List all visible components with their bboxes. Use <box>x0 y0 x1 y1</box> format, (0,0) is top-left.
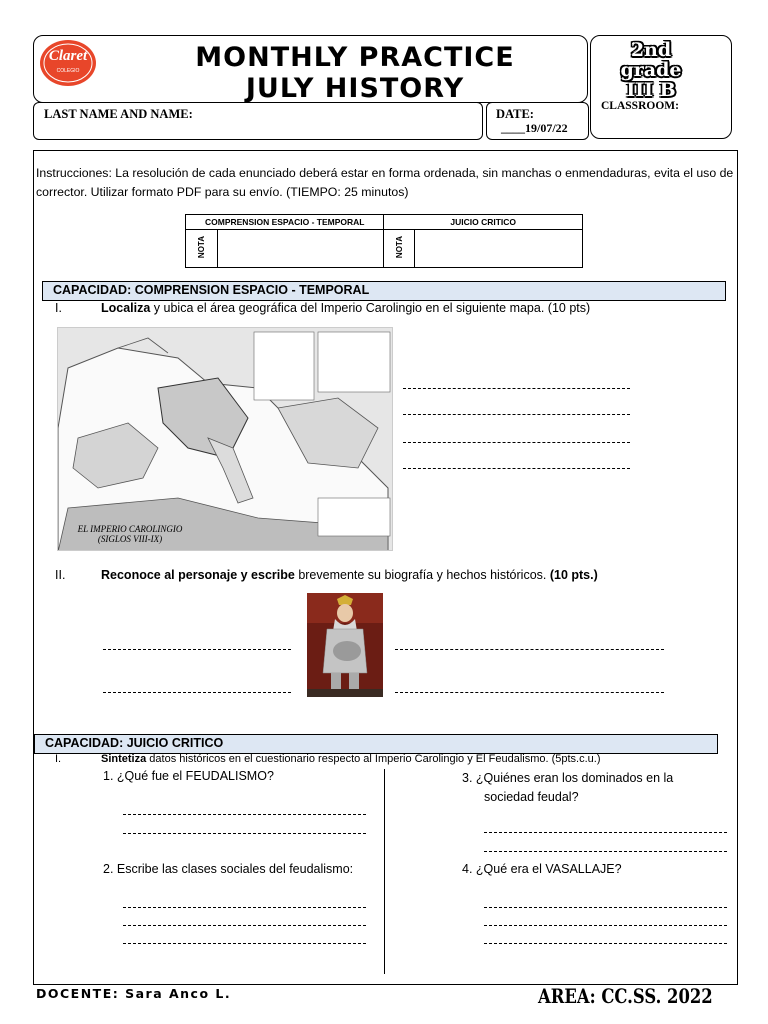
question-4: 4. ¿Qué era el VASALLAJE? <box>462 862 622 876</box>
question-II: II. Reconoce al personaje y escribe brevemente su biografía y hechos históricos. (10 pts.) <box>55 568 598 582</box>
question-3: 3. ¿Quiénes eran los dominados en la sociedad feudal? <box>462 771 674 804</box>
bio-line-left-2[interactable] <box>103 692 291 693</box>
question-I: I. Localiza y ubica el área geográfica del Imperio Carolingio en el siguiente mapa. (10 pts) <box>55 301 591 315</box>
portrait-icon <box>307 593 383 697</box>
grade-line-2: grade <box>620 59 682 81</box>
q2-line-1[interactable] <box>123 907 366 908</box>
grade-label <box>596 40 706 100</box>
nota-label-2: NOTA <box>384 230 414 268</box>
nota-field-2[interactable] <box>414 230 582 268</box>
q4-line-1[interactable] <box>484 907 727 908</box>
q2-line-2[interactable] <box>123 925 366 926</box>
q2-line-3[interactable] <box>123 943 366 944</box>
charlemagne-portrait <box>307 593 383 697</box>
area-label: AREA: CC.SS. 2022 <box>538 984 713 1008</box>
carolingian-map <box>57 327 393 551</box>
q1-line-1[interactable] <box>123 814 366 815</box>
grade-line-3: III B <box>626 79 676 101</box>
bio-line-left-1[interactable] <box>103 649 291 650</box>
name-label: LAST NAME AND NAME: <box>44 107 193 121</box>
nota-label-1: NOTA <box>186 230 218 268</box>
q1-line-2[interactable] <box>123 833 366 834</box>
date-label: DATE: <box>496 107 534 121</box>
bio-line-right-1[interactable] <box>395 649 664 650</box>
map-answer-line-1[interactable] <box>403 388 630 389</box>
map-answer-line-4[interactable] <box>403 468 630 469</box>
grades-col-juicio: JUICIO CRITICO <box>384 215 583 230</box>
page-title <box>120 42 590 104</box>
title-line-1: MONTHLY PRACTICE <box>195 42 515 73</box>
grades-table <box>185 214 583 268</box>
map-answer-line-3[interactable] <box>403 442 630 443</box>
teacher-name: DOCENTE: Sara Anco L. <box>36 986 232 1001</box>
capacity-banner-2: CAPACIDAD: JUICIO CRITICO <box>34 734 718 754</box>
nota-field-1[interactable] <box>218 230 384 268</box>
map-title: EL IMPERIO CAROLINGIO (SIGLOS VIII-IX) <box>77 524 183 544</box>
question-2: 2. Escribe las clases sociales del feudalismo: <box>103 862 354 876</box>
section2-intro: I. Sintetiza datos históricos en el cuestionario respecto al Imperio Carolingio y El Feudalismo. (5pts.c.u.) <box>55 753 601 765</box>
logo-text: Claret <box>48 48 88 64</box>
q3-line-2[interactable] <box>484 851 727 852</box>
logo-subtext: COLEGIO <box>56 68 80 74</box>
map-answer-line-2[interactable] <box>403 414 630 415</box>
classroom-label: CLASSROOM: <box>601 100 679 112</box>
column-divider <box>384 769 385 974</box>
instructions-text: Instrucciones: La resolución de cada enunciado deberá estar en forma ordenada, sin manchas o enmendaduras, evita el uso de corrector. Utilizar formato PDF para su envío. (TIEMPO: 25 minutos) <box>36 166 734 199</box>
question-1: 1. ¿Qué fue el FEUDALISMO? <box>103 769 274 783</box>
grade-line-1: 2nd <box>630 39 672 61</box>
q3-line-1[interactable] <box>484 832 727 833</box>
capacity-banner-1: CAPACIDAD: COMPRENSION ESPACIO - TEMPORAL <box>42 281 726 301</box>
grades-col-comprension: COMPRENSION ESPACIO - TEMPORAL <box>186 215 384 230</box>
title-line-2: JULY HISTORY <box>245 73 465 104</box>
map-icon <box>58 328 393 551</box>
q4-line-2[interactable] <box>484 925 727 926</box>
q4-line-3[interactable] <box>484 943 727 944</box>
bio-line-right-2[interactable] <box>395 692 664 693</box>
claret-logo <box>38 38 98 88</box>
date-value: ____19/07/22 <box>501 121 568 135</box>
